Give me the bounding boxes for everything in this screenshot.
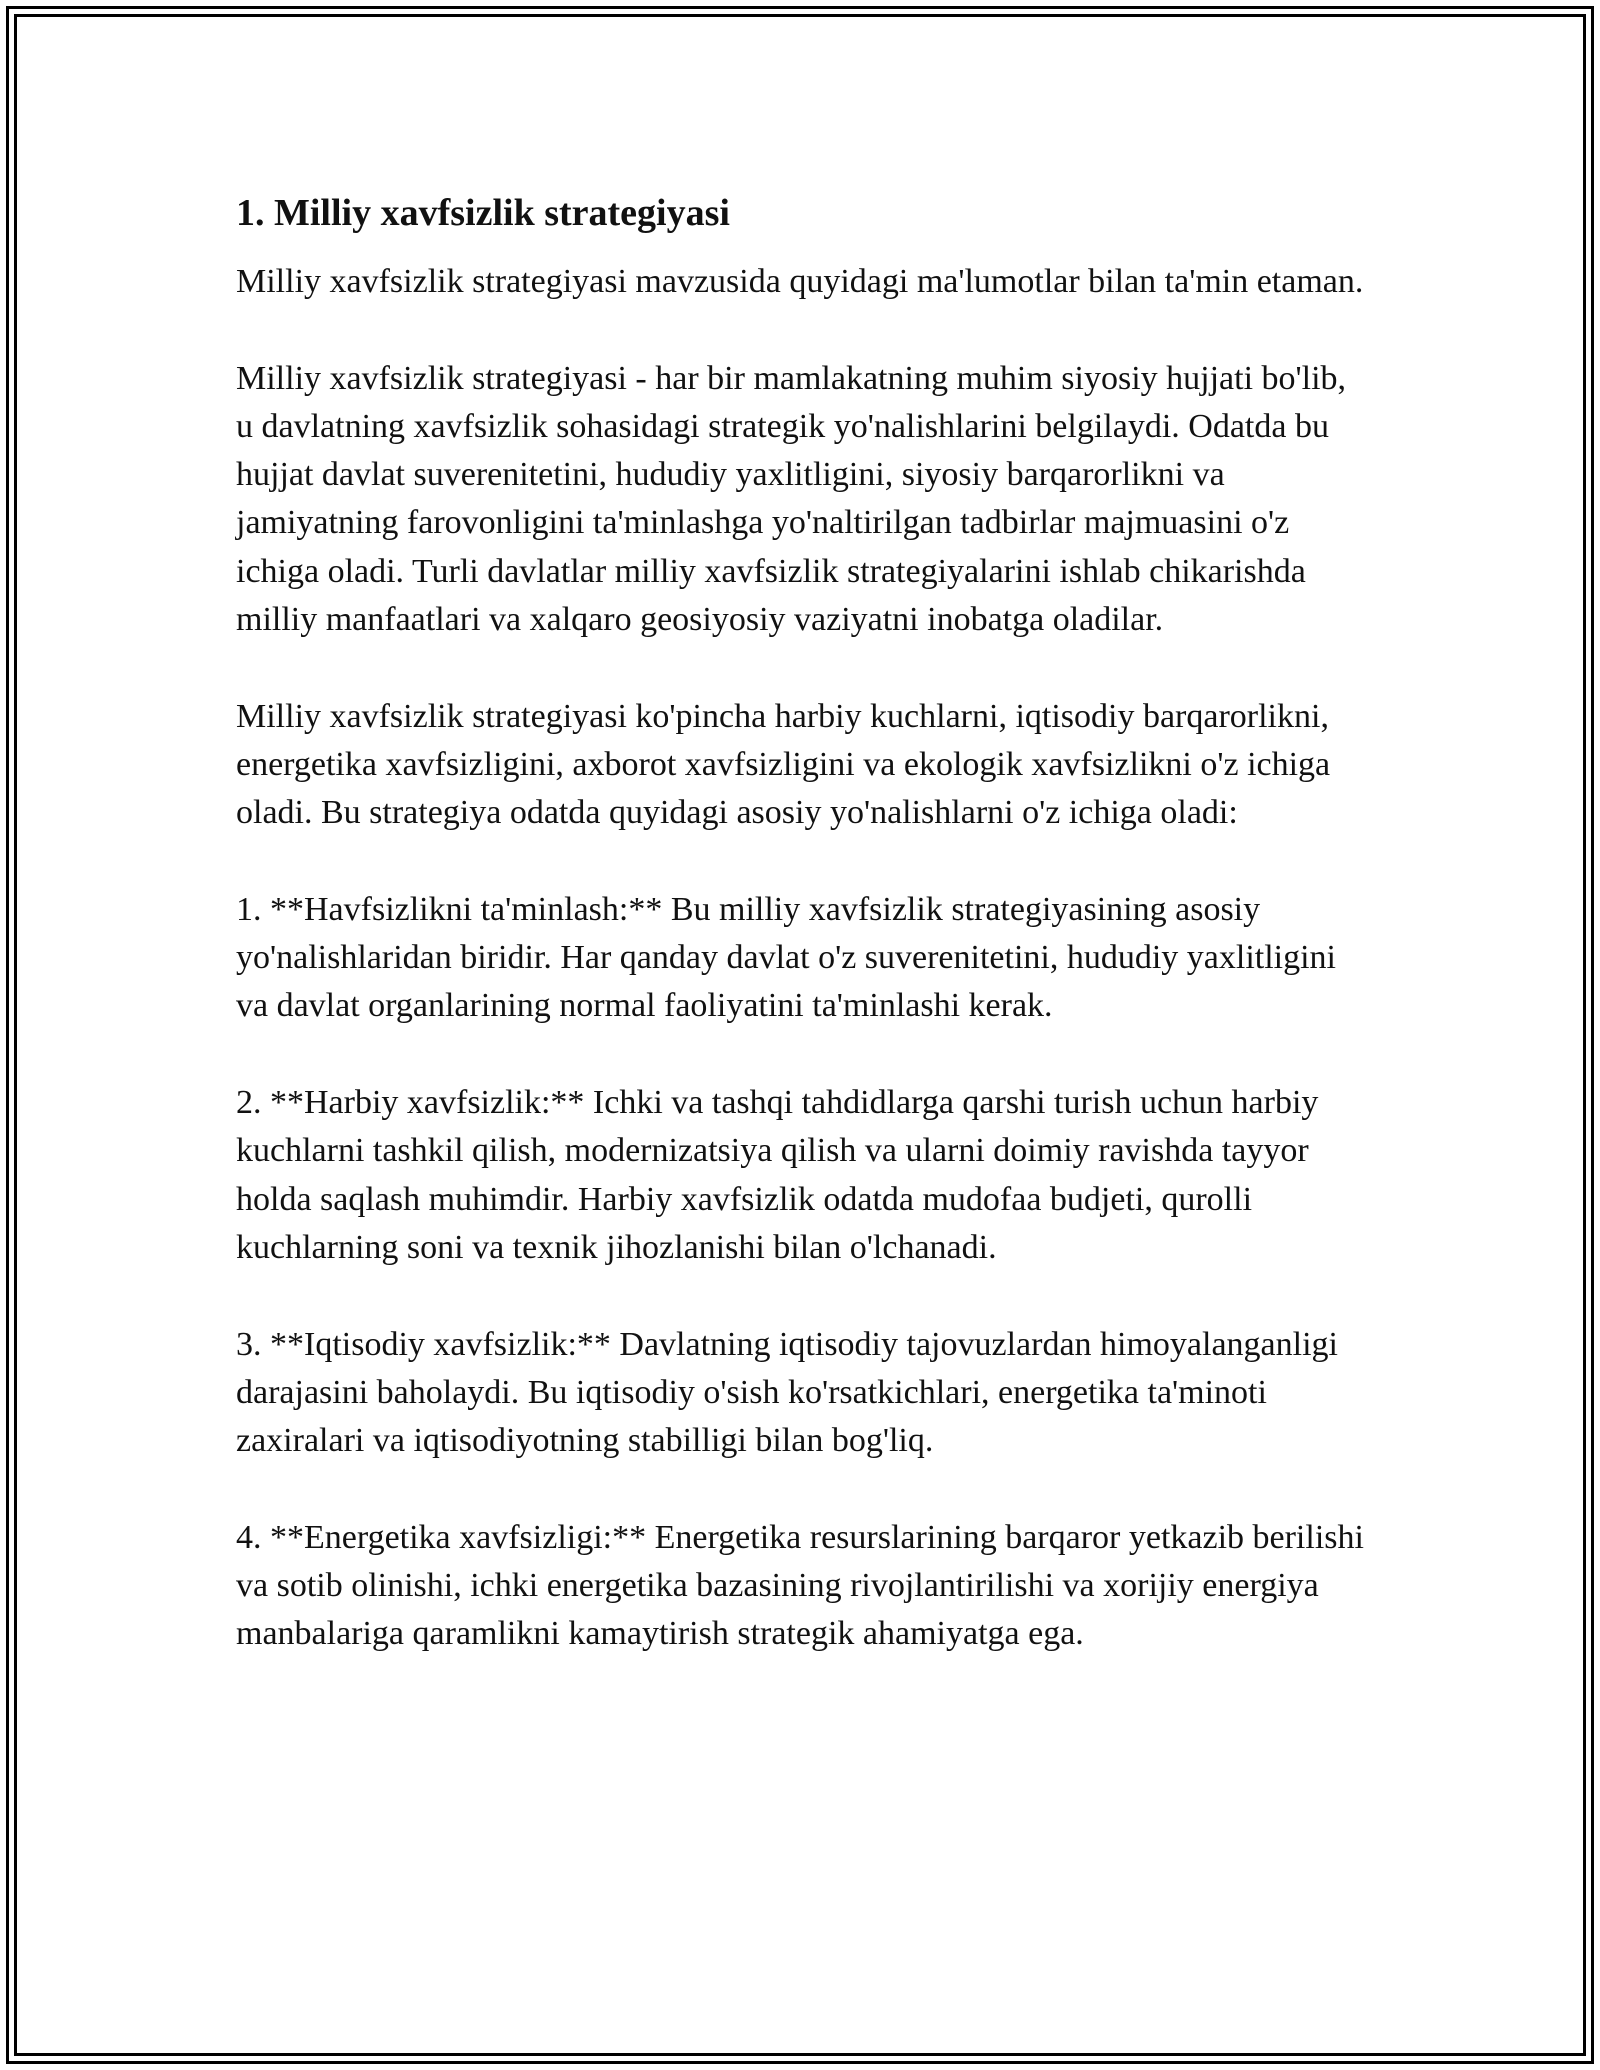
list-item-3: 3. **Iqtisodiy xavfsizlik:** Davlatning iqtisodiy tajovuzlardan himoyalanganligi darajasini baholaydi. Bu iqtisodiy o'sish ko'rsatkichlari, energetika ta'minoti zaxiralari va iqtisodiyotning stabilligi bilan bog'liq.: [236, 1325, 1338, 1460]
paragraph-intro: Milliy xavfsizlik strategiyasi mavzusida quyidagi ma'lumotlar bilan ta'min etaman.: [236, 263, 1364, 300]
list-item-4: 4. **Energetika xavfsizligi:** Energetika resurslarining barqaror yetkazib berilishi va sotib olinishi, ichki energetika bazasining rivojlantirilishi va xorijiy energiya manbalariga qaramlikni kamaytirish strategik ahamiyatga ega.: [236, 1518, 1364, 1653]
paragraph-definition: Milliy xavfsizlik strategiyasi - har bir mamlakatning muhim siyosiy hujjati bo'lib, u davlatning xavfsizlik sohasidagi strategik yo'nalishlarini belgilaydi. Odatda bu hujjat davlat suverenitetini, hududiy yaxlitligini, siyosiy barqarorlikni va jamiyatning farovonligini ta'minlashga yo'naltirilgan tadbirlar majmuasini o'z ichiga oladi. Turli davlatlar milliy xavfsizlik strategiyalarini ishlab chikarishda milliy manfaatlari va xalqaro geosiyosiy vaziyatni inobatga oladilar.: [236, 359, 1347, 639]
document-body: [236, 188, 1366, 1707]
list-item-2: 2. **Harbiy xavfsizlik:** Ichki va tashqi tahdidlarga qarshi turish uchun harbiy kuchlarni tashkil qilish, modernizatsiya qilish va ularni doimiy ravishda tayyor holda saqlash muhimdir. Harbiy xavfsizlik odatda mudofaa budjeti, qurolli kuchlarning soni va texnik jihozlanishi bilan o'lchanadi.: [236, 1084, 1319, 1266]
section-heading: 1. Milliy xavfsizlik strategiyasi: [236, 192, 730, 234]
paragraph-scope: Milliy xavfsizlik strategiyasi ko'pincha harbiy kuchlarni, iqtisodiy barqarorlikni, energetika xavfsizligini, axborot xavfsizligini va ekologik xavfsizlikni o'z ichiga oladi. Bu strategiya odatda quyidagi asosiy yo'nalishlarni o'z ichiga oladi:: [236, 697, 1331, 832]
list-item-1: 1. **Havfsizlikni ta'minlash:** Bu milliy xavfsizlik strategiyasining asosiy yo'nalishlaridan biridir. Har qanday davlat o'z suverenitetini, hududiy yaxlitligini va davlat organlarining normal faoliyatini ta'minlashi kerak.: [236, 890, 1337, 1025]
